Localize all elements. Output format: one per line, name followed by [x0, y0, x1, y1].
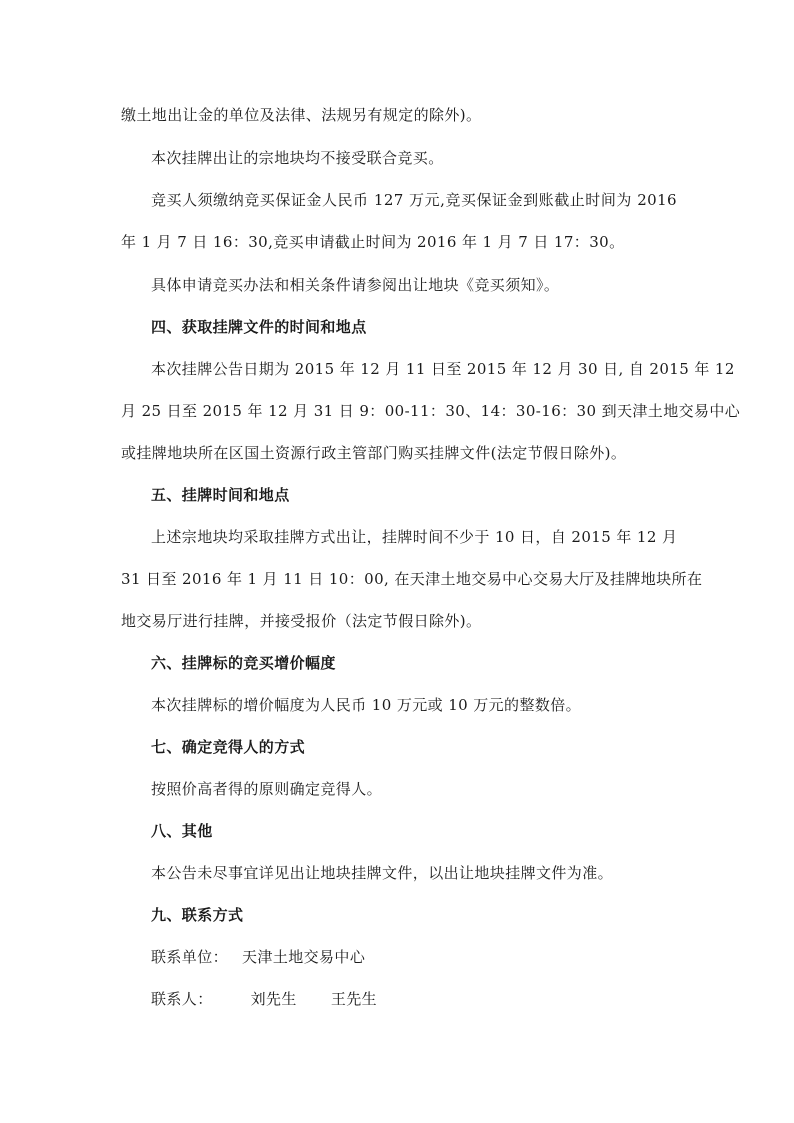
paragraph-line: 本次挂牌出让的宗地块均不接受联合竞买。	[151, 149, 444, 167]
section-heading: 九、联系方式	[151, 906, 244, 924]
paragraph-line: 具体申请竞买办法和相关条件请参阅出让地块《竞买须知》。	[151, 276, 560, 294]
contact-unit-value: 天津土地交易中心	[242, 948, 366, 966]
section-heading: 四、获取挂牌文件的时间和地点	[151, 318, 367, 336]
contact-person-row	[151, 989, 677, 1009]
paragraph-line: 本公告未尽事宜详见出让地块挂牌文件，以出让地块挂牌文件为准。	[151, 864, 614, 882]
paragraph-line: 按照价高者得的原则确定竞得人。	[151, 780, 383, 798]
contact-unit-label: 联系单位：	[151, 948, 229, 966]
section-heading: 八、其他	[151, 822, 213, 840]
paragraph-line: 竞买人须缴纳竞买保证金人民币 127 万元,竞买保证金到账截止时间为 2016	[151, 191, 677, 209]
paragraph-line: 上述宗地块均采取挂牌方式出让，挂牌时间不少于 10 日，自 2015 年 12 月	[151, 528, 678, 546]
paragraph-line: 本次挂牌标的增价幅度为人民币 10 万元或 10 万元的整数倍。	[151, 696, 582, 714]
contact-person-2: 王先生	[330, 990, 378, 1008]
paragraph-line: 31 日至 2016 年 1 月 11 日 10：00, 在天津土地交易中心交易大厅及挂牌地块所在	[121, 570, 703, 588]
paragraph-line: 地交易厅进行挂牌，并接受报价（法定节假日除外)。	[121, 612, 482, 630]
paragraph-line: 本次挂牌公告日期为 2015 年 12 月 11 日至 2015 年 12 月 30 日, 自 2015 年 12	[151, 360, 735, 378]
contact-person-1: 刘先生	[250, 990, 297, 1008]
section-heading: 六、挂牌标的竞买增价幅度	[151, 654, 336, 672]
paragraph-line: 年 1 月 7 日 16：30,竞买申请截止时间为 2016 年 1 月 7 日 17：30。	[121, 233, 625, 251]
contact-person-label: 联系人：	[151, 990, 213, 1008]
section-heading: 五、挂牌时间和地点	[151, 486, 290, 504]
paragraph-line: 缴土地出让金的单位及法律、法规另有规定的除外)。	[121, 106, 482, 124]
contact-unit-row	[151, 947, 677, 967]
paragraph-line: 或挂牌地块所在区国土资源行政主管部门购买挂牌文件(法定节假日除外)。	[121, 444, 627, 462]
section-heading: 七、确定竞得人的方式	[151, 738, 306, 756]
paragraph-line: 月 25 日至 2015 年 12 月 31 日 9：00-11：30、14：30-16：30 到天津土地交易中心	[121, 402, 741, 420]
